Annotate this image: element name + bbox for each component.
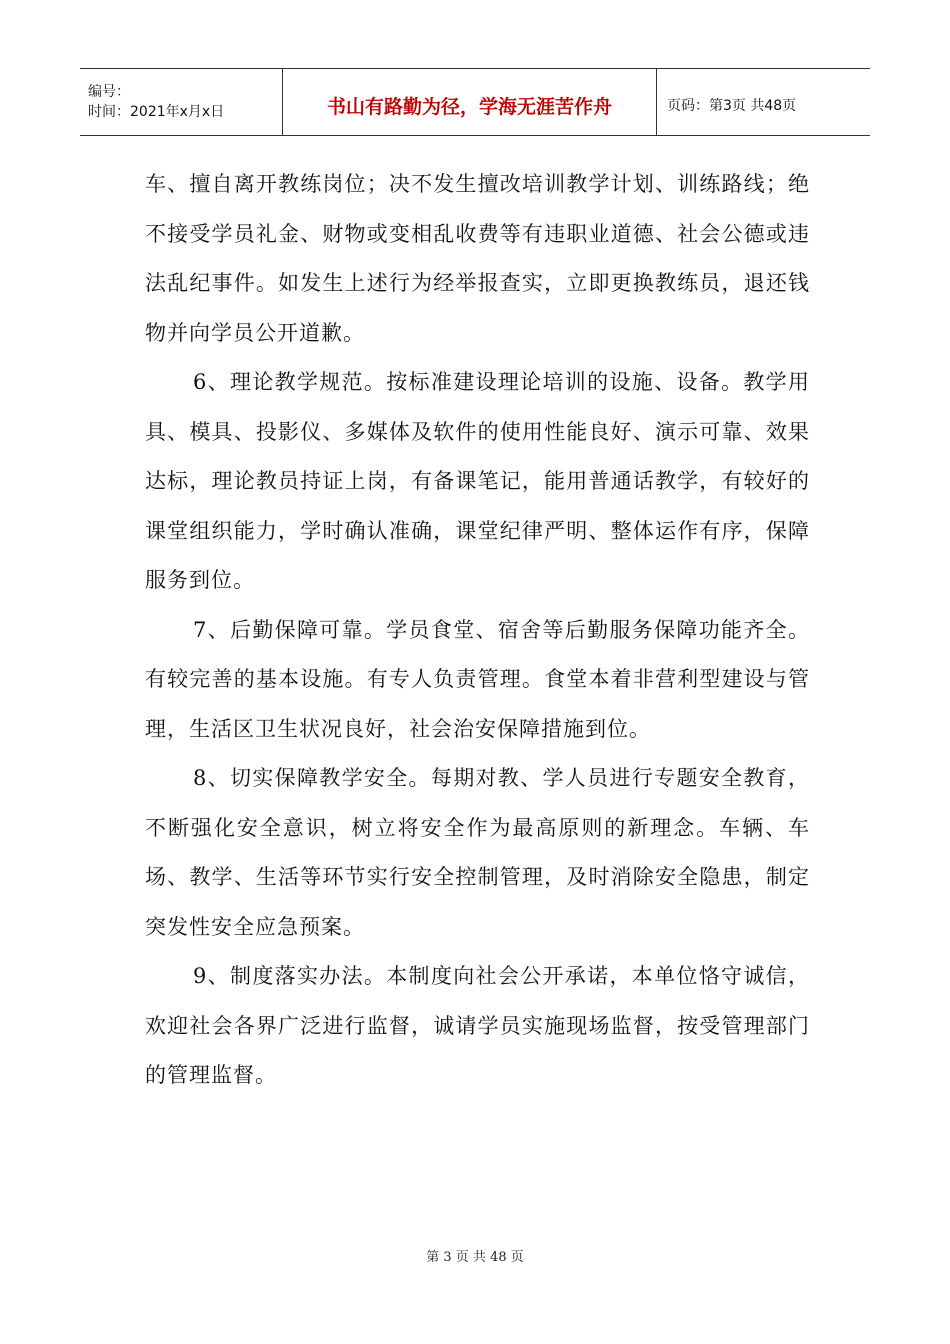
document-number-label: 编号： (88, 84, 130, 100)
page-footer: 第 3 页 共 48 页 (426, 1250, 524, 1265)
document-time-label: 时间：2021年x月x日 (88, 104, 225, 120)
paragraph-continuation: 车、擅自离开教练岗位；决不发生擅改培训教学计划、训练路线；绝不接受学员礼金、财物或变相乱收费等有违职业道德、社会公德或违法乱纪事件。如发生上述行为经举报查实，立即更换教练员，退还钱物并向学员公开道歉。 (145, 172, 810, 345)
header-motto: 书山有路勤为径，学海无涯苦作舟 (283, 69, 657, 135)
paragraph-item-7: 7、后勤保障可靠。学员食堂、宿舍等后勤服务保障功能齐全。有较完善的基本设施。有专人负责管理。食堂本着非营利型建设与管理，生活区卫生状况良好，社会治安保障措施到位。 (145, 617, 810, 741)
paragraph-item-6: 6、理论教学规范。按标准建设理论培训的设施、设备。教学用具、模具、投影仪、多媒体及软件的使用性能良好、演示可靠、效果达标，理论教员持证上岗，有备课笔记，能用普通话教学，有较好的课堂组织能力，学时确认准确，课堂纪律严明、整体运作有序，保障服务到位。 (145, 370, 810, 592)
page-header (80, 68, 870, 136)
header-page-info: 页码：第3页 共48页 (667, 98, 797, 114)
header-meta (80, 69, 283, 135)
document-body (145, 160, 810, 1101)
paragraph-item-8: 8、切实保障教学安全。每期对教、学人员进行专题安全教育，不断强化安全意识，树立将安全作为最高原则的新理念。车辆、车场、教学、生活等环节实行安全控制管理，及时消除安全隐患，制定突发性安全应急预案。 (145, 766, 810, 939)
paragraph-item-9: 9、制度落实办法。本制度向社会公开承诺，本单位恪守诚信，欢迎社会各界广泛进行监督，诚请学员实施现场监督，按受管理部门的管理监督。 (145, 964, 810, 1087)
